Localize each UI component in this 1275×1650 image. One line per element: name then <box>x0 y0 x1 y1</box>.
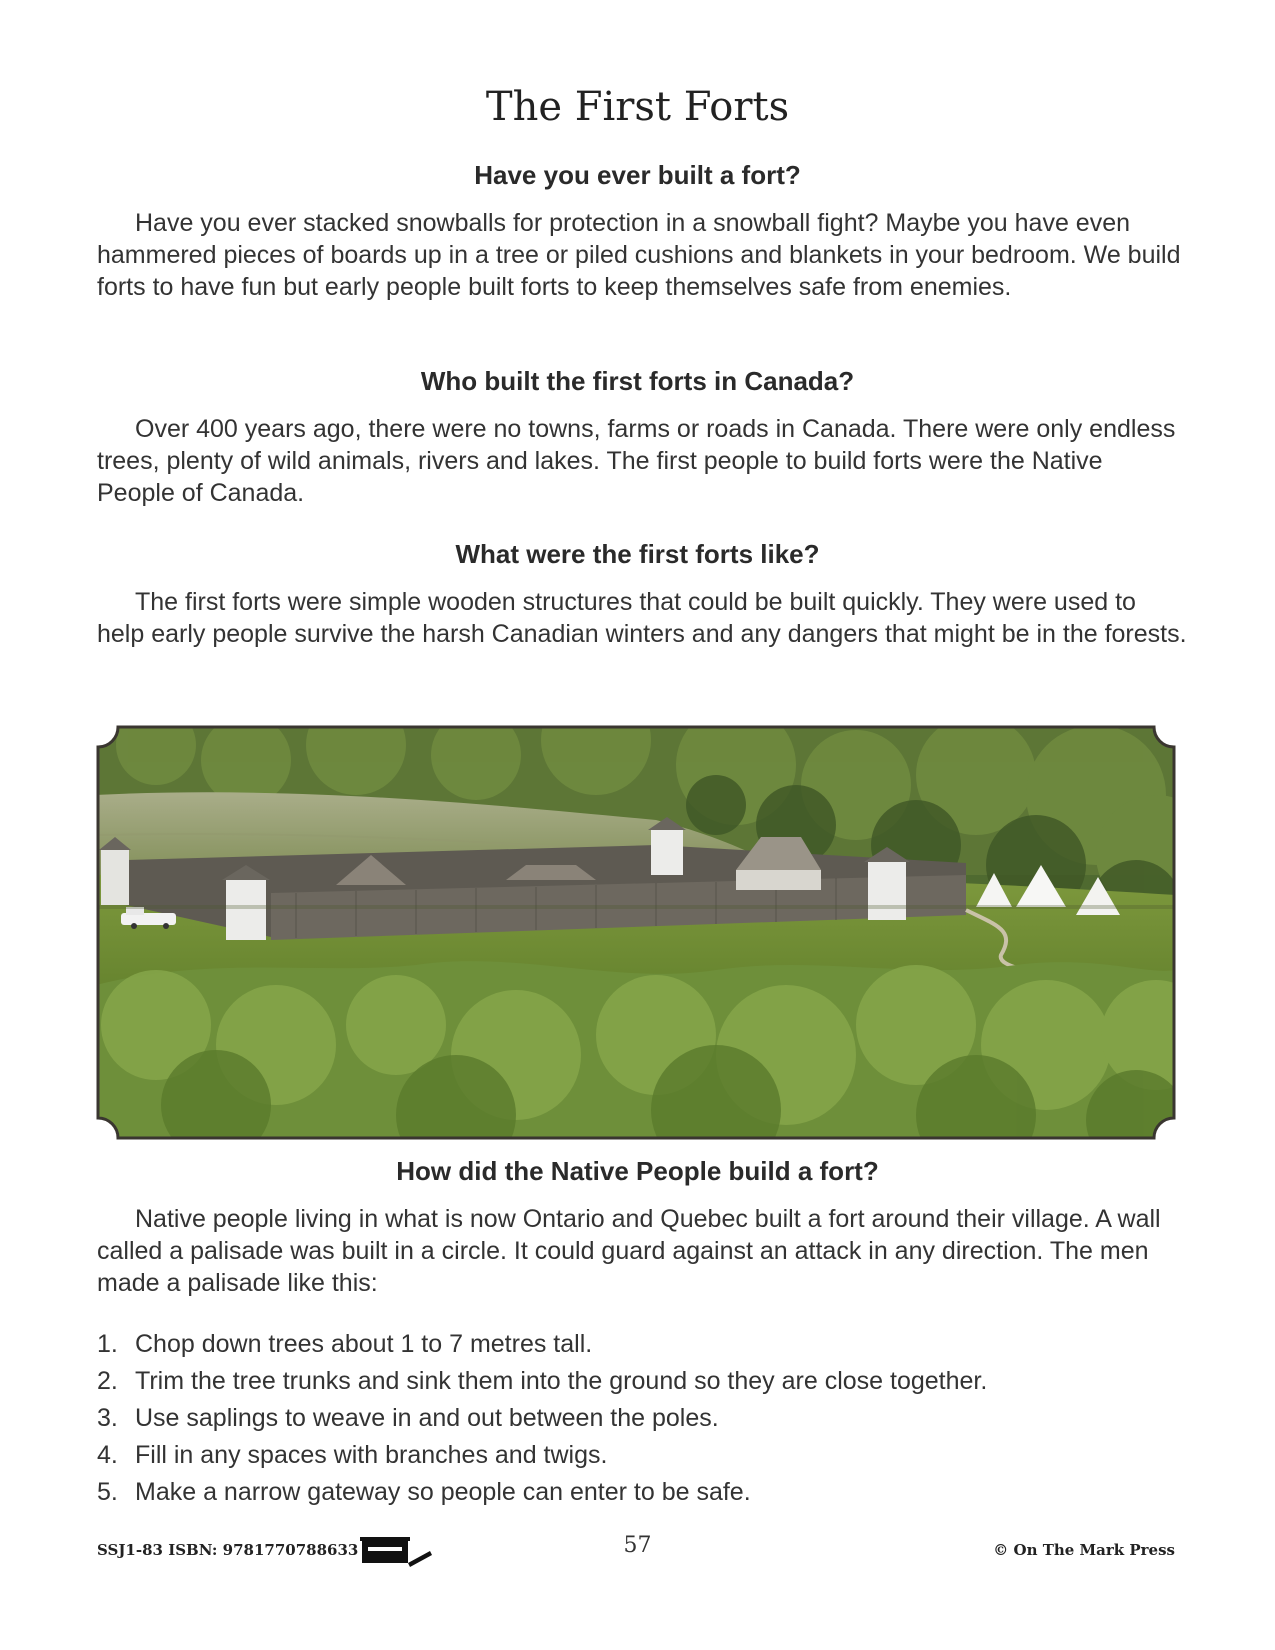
fort-photo-illustration <box>96 725 1176 1140</box>
list-item: 5. Make a narrow gateway so people can enter to be safe. <box>97 1478 751 1506</box>
section-paragraph-2: Over 400 years ago, there were no towns, farms or roads in Canada. There were only endless trees, plenty of wild animals, rivers and lakes. The first people to build forts were the Native People of Canada. <box>97 415 1176 507</box>
section-heading-3: What were the first forts like? <box>455 539 820 569</box>
section-paragraph-3: The first forts were simple wooden structures that could be built quickly. They were used to help early people survive the harsh Canadian winters and any dangers that might be in the forests. <box>97 588 1187 648</box>
section-heading-4: How did the Native People build a fort? <box>396 1156 879 1186</box>
list-item: 2. Trim the tree trunks and sink them into the ground so they are close together. <box>97 1367 988 1395</box>
footer-product-code: SSJ1-83 ISBN: 9781770788633 <box>97 1541 359 1559</box>
section-heading-1: Have you ever built a fort? <box>474 160 801 190</box>
list-item: 4. Fill in any spaces with branches and twigs. <box>97 1441 608 1469</box>
section-heading-2: Who built the first forts in Canada? <box>420 366 855 396</box>
list-item: 1. Chop down trees about 1 to 7 metres tall. <box>97 1330 593 1358</box>
section-paragraph-4: Native people living in what is now Ontario and Quebec built a fort around their village. A wall called a palisade was built in a circle. It could guard against an attack in any direction. The men made a palisade like this: <box>97 1205 1161 1297</box>
list-item: 3. Use saplings to weave in and out between the poles. <box>97 1404 719 1432</box>
footer-publisher: © On The Mark Press <box>993 1541 1175 1559</box>
page-number: 57 <box>623 1533 652 1558</box>
palisade-steps-list <box>97 1328 1187 1513</box>
section-paragraph-1: Have you ever stacked snowballs for protection in a snowball fight? Maybe you have even hammered pieces of boards up in a tree or piled cushions and blankets in your bedroom. We build forts to have fun but early people built forts to keep themselves safe from enemies. <box>97 209 1181 301</box>
page-title: The First Forts <box>485 84 790 130</box>
fort-photo <box>96 725 1176 1140</box>
